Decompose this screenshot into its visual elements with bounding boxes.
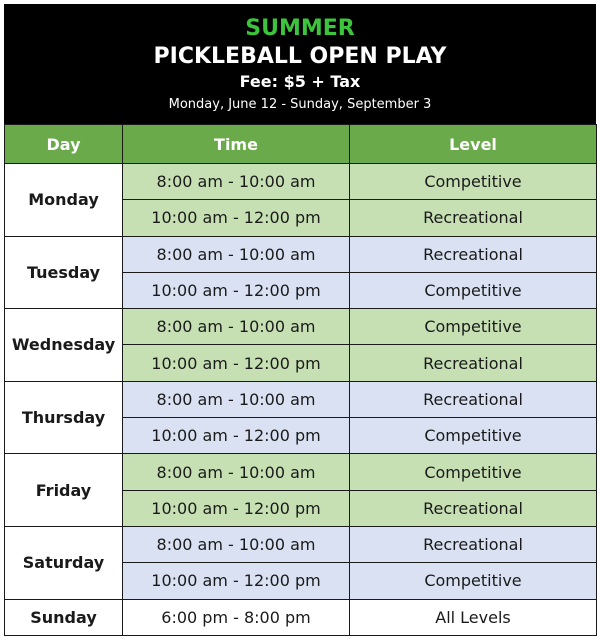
day-cell: Thursday bbox=[5, 381, 123, 454]
time-cell: 6:00 pm - 8:00 pm bbox=[123, 599, 350, 635]
time-cell: 8:00 am - 10:00 am bbox=[123, 454, 350, 490]
day-cell: Friday bbox=[5, 454, 123, 527]
level-cell: Recreational bbox=[350, 490, 597, 526]
level-cell: Competitive bbox=[350, 272, 597, 308]
schedule-sheet bbox=[4, 4, 596, 636]
level-cell: Recreational bbox=[350, 381, 597, 417]
level-cell: Recreational bbox=[350, 200, 597, 236]
level-cell: Competitive bbox=[350, 418, 597, 454]
table-row bbox=[5, 454, 597, 490]
column-header-level: Level bbox=[350, 125, 597, 164]
level-cell: Competitive bbox=[350, 164, 597, 200]
level-cell: Recreational bbox=[350, 345, 597, 381]
time-cell: 8:00 am - 10:00 am bbox=[123, 236, 350, 272]
date-range: Monday, June 12 - Sunday, September 3 bbox=[168, 97, 432, 112]
level-cell: Competitive bbox=[350, 454, 597, 490]
column-header-day: Day bbox=[5, 125, 123, 164]
time-cell: 10:00 am - 12:00 pm bbox=[123, 272, 350, 308]
time-cell: 10:00 am - 12:00 pm bbox=[123, 418, 350, 454]
day-cell: Wednesday bbox=[5, 309, 123, 382]
level-cell: Recreational bbox=[350, 236, 597, 272]
level-cell: All Levels bbox=[350, 599, 597, 635]
time-cell: 8:00 am - 10:00 am bbox=[123, 526, 350, 562]
level-cell: Competitive bbox=[350, 563, 597, 599]
day-cell: Tuesday bbox=[5, 236, 123, 309]
table-row bbox=[5, 309, 597, 345]
time-cell: 8:00 am - 10:00 am bbox=[123, 381, 350, 417]
table-row bbox=[5, 526, 597, 562]
time-cell: 8:00 am - 10:00 am bbox=[123, 309, 350, 345]
time-cell: 10:00 am - 12:00 pm bbox=[123, 345, 350, 381]
level-cell: Competitive bbox=[350, 309, 597, 345]
level-cell: Recreational bbox=[350, 526, 597, 562]
time-cell: 10:00 am - 12:00 pm bbox=[123, 490, 350, 526]
day-cell: Sunday bbox=[5, 599, 123, 635]
day-cell: Saturday bbox=[5, 526, 123, 599]
schedule-table bbox=[4, 124, 597, 636]
time-cell: 10:00 am - 12:00 pm bbox=[123, 200, 350, 236]
table-row bbox=[5, 599, 597, 635]
schedule-body bbox=[5, 164, 597, 636]
page-title: PICKLEBALL OPEN PLAY bbox=[153, 44, 447, 69]
time-cell: 8:00 am - 10:00 am bbox=[123, 164, 350, 200]
schedule-header bbox=[4, 4, 596, 124]
time-cell: 10:00 am - 12:00 pm bbox=[123, 563, 350, 599]
table-row bbox=[5, 381, 597, 417]
table-row bbox=[5, 164, 597, 200]
day-cell: Monday bbox=[5, 164, 123, 237]
fee-text: Fee: $5 + Tax bbox=[239, 72, 361, 91]
season-title: SUMMER bbox=[245, 16, 355, 41]
column-header-row bbox=[5, 125, 597, 164]
column-header-time: Time bbox=[123, 125, 350, 164]
table-row bbox=[5, 236, 597, 272]
